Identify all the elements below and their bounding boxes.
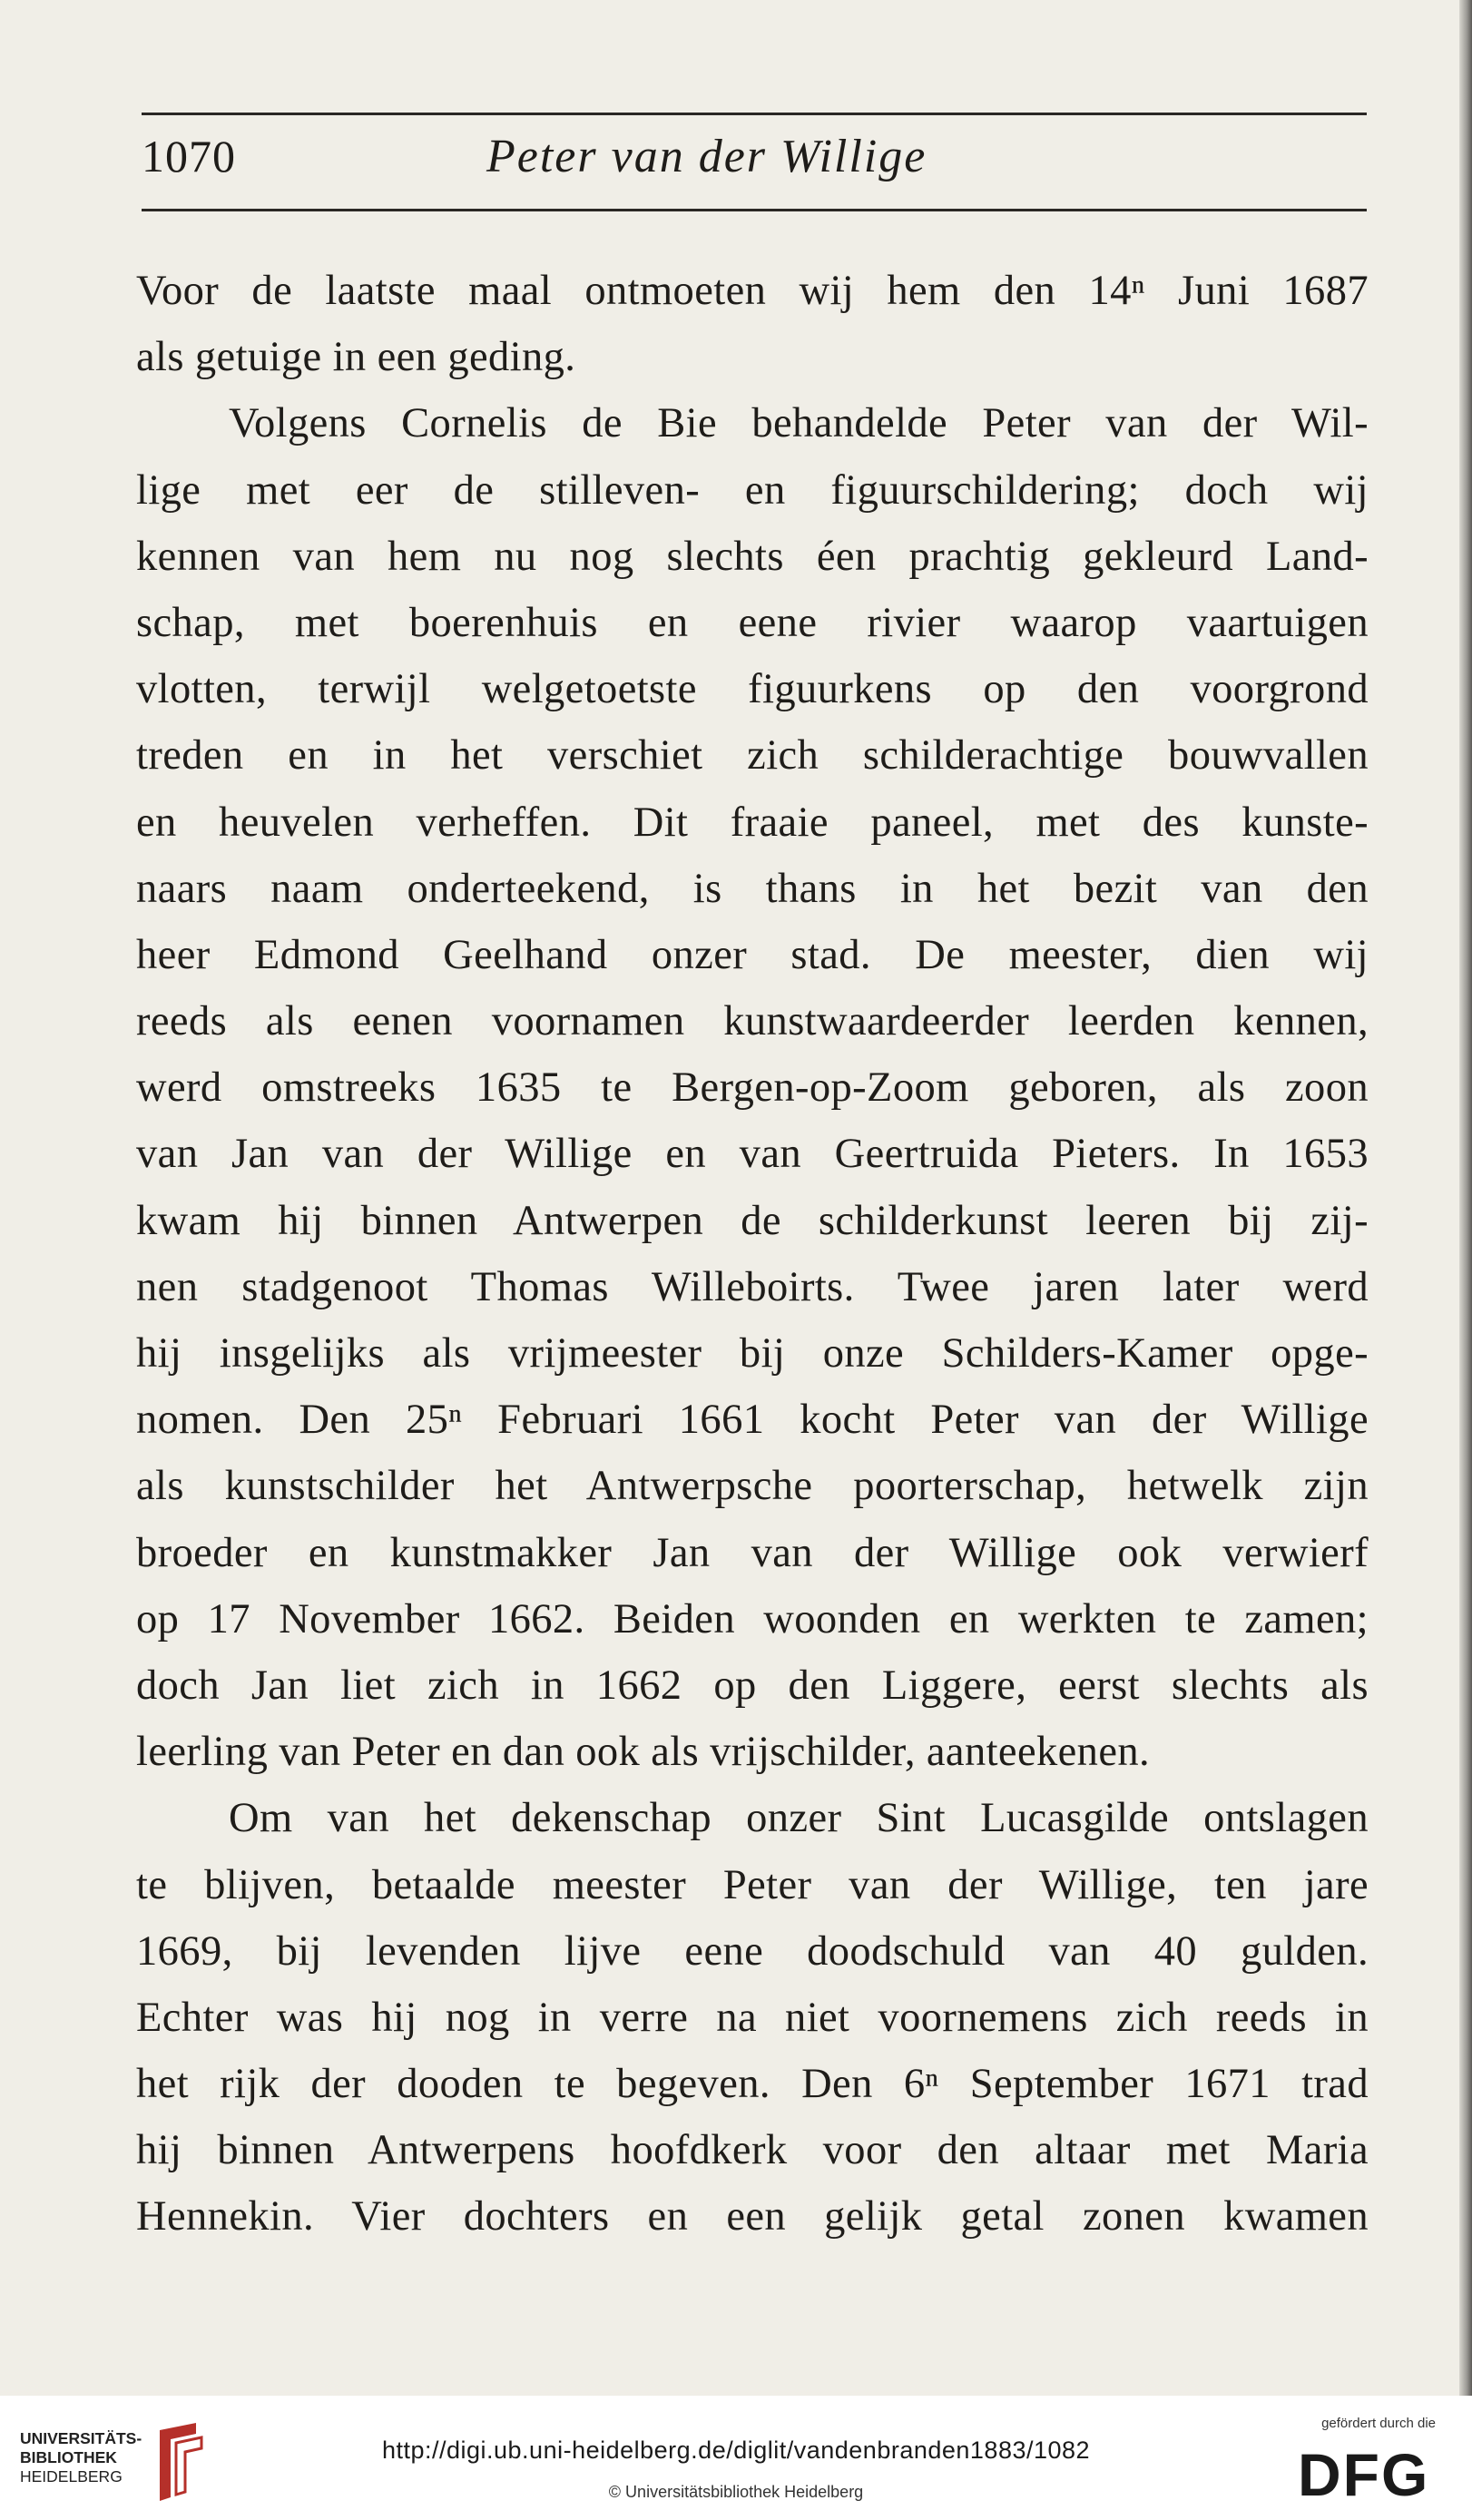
text-line: kennen van hem nu nog slechts éen prachtig gekleurd Land- <box>136 533 1369 580</box>
body-text <box>136 258 1369 2250</box>
text-line: Echter was hij nog in verre na niet voornemens zich reeds in <box>136 1994 1369 2041</box>
text-line: naars naam onderteekend, is thans in het bezit van den <box>136 865 1369 912</box>
text-line: werd omstreeks 1635 te Bergen-op-Zoom geboren, als zoon <box>136 1064 1369 1112</box>
text-line: treden en in het verschiet zich schilderachtige bouwvallen <box>136 732 1369 780</box>
header-rule-top <box>142 113 1367 115</box>
funded-by-label: gefördert durch die <box>1321 2416 1436 2431</box>
text-line: Hennekin. Vier dochters en een gelijk getal zonen kwamen <box>136 2193 1369 2241</box>
text-line: als kunstschilder het Antwerpsche poorterschap, hetwelk zijn <box>136 1463 1369 1510</box>
running-title: Peter van der Willige <box>486 131 927 182</box>
text-line: kwam hij binnen Antwerpen de schilderkunst leeren bij zij- <box>136 1197 1369 1244</box>
text-line: hij insgelijks als vrijmeester bij onze Schilders-Kamer opge- <box>136 1330 1369 1377</box>
text-line: en heuvelen verheffen. Dit fraaie paneel, met des kunste- <box>136 799 1369 846</box>
dfg-logo-text: DFG <box>1298 2443 1430 2503</box>
page-edge-shadow <box>1459 0 1472 2396</box>
running-header <box>142 123 1367 204</box>
text-line: Volgens Cornelis de Bie behandelde Peter van der Wil- <box>229 400 1369 447</box>
text-line: doch Jan liet zich in 1662 op den Liggere, eerst slechts als <box>136 1662 1369 1709</box>
footer-bar <box>0 2396 1472 2520</box>
text-line: nen stadgenoot Thomas Willeboirts. Twee jaren later werd <box>136 1263 1369 1310</box>
library-name <box>20 2429 142 2486</box>
text-line: broeder en kunstmakker Jan van der Willige ook verwierf <box>136 1529 1369 1576</box>
source-url-link[interactable]: http://digi.ub.uni-heidelberg.de/diglit/vandenbranden1883/1082 <box>381 2437 1091 2464</box>
text-line: 1669, bij levenden lijve eene doodschuld van 40 gulden. <box>136 1927 1369 1975</box>
dfg-logo-icon <box>1298 2443 1439 2503</box>
text-line: schap, met boerenhuis en eene rivier waarop vaartuigen <box>136 599 1369 646</box>
text-line: hij binnen Antwerpens hoofdkerk voor den altaar met Maria <box>136 2127 1369 2174</box>
text-line: van Jan van der Willige en van Geertruida Pieters. In 1653 <box>136 1131 1369 1178</box>
text-line: te blijven, betaalde meester Peter van der Willige, ten jare <box>136 1861 1369 1908</box>
text-line: het rijk der dooden te begeven. Den 6ⁿ September 1671 trad <box>136 2061 1369 2108</box>
library-name-line-1: UNIVERSITÄTS- <box>20 2429 142 2447</box>
copyright-notice: © Universitätsbibliothek Heidelberg <box>608 2483 864 2501</box>
text-line: heer Edmond Geelhand onzer stad. De meester, dien wij <box>136 931 1369 978</box>
text-line: nomen. Den 25ⁿ Februari 1661 kocht Peter van der Willige <box>136 1397 1369 1444</box>
text-line: als getuige in een geding. <box>136 334 576 381</box>
text-line: Om van het dekenschap onzer Sint Lucasgilde ontslagen <box>229 1795 1369 1842</box>
library-name-line-3: HEIDELBERG <box>20 2467 123 2486</box>
text-line: leerling van Peter en dan ook als vrijschilder, aanteekenen. <box>136 1729 1151 1776</box>
text-line: Voor de laatste maal ontmoeten wij hem den 14ⁿ Juni 1687 <box>136 268 1369 314</box>
page-number: 1070 <box>142 131 236 181</box>
text-line: vlotten, terwijl welgetoetste figuurkens op den voorgrond <box>136 666 1369 713</box>
library-name-line-2: BIBLIOTHEK <box>20 2448 117 2466</box>
header-rule-bottom <box>142 209 1367 211</box>
text-line: lige met eer de stilleven- en figuurschildering; doch wij <box>136 466 1369 514</box>
text-line: reeds als eenen voornamen kunstwaardeerder leerden kennen, <box>136 998 1369 1045</box>
text-line: op 17 November 1662. Beiden woonden en werkten te zamen; <box>136 1595 1369 1642</box>
library-logo-icon <box>152 2421 207 2505</box>
